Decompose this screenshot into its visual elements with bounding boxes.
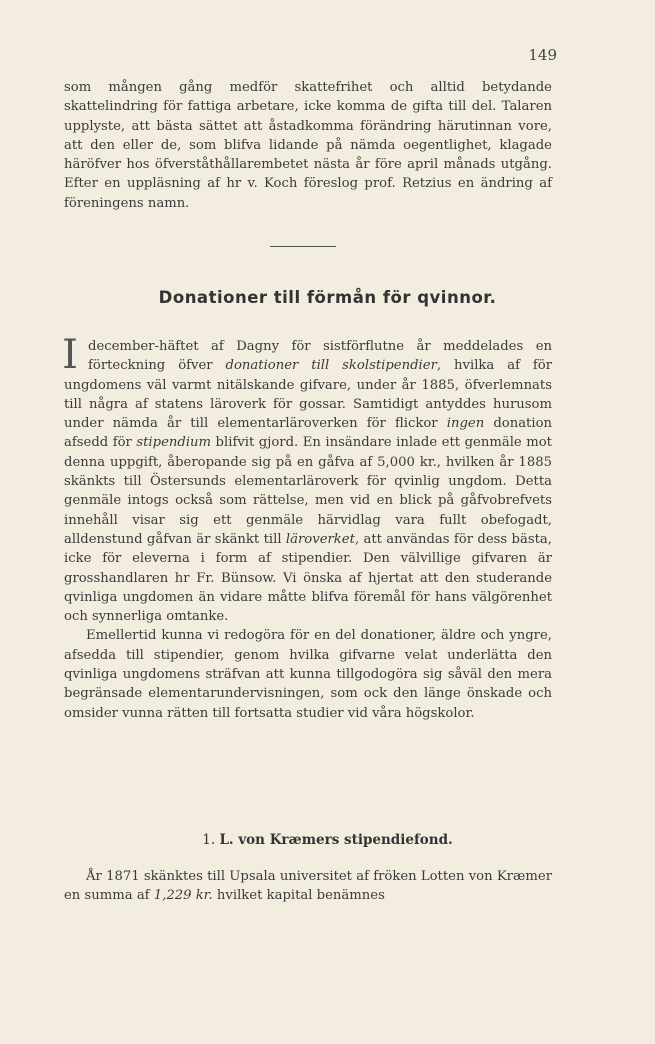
subsection-number: 1.: [202, 832, 216, 848]
text-run: hvilket kapital benämnes: [212, 888, 385, 904]
italic-run: donationer till skolstipendier: [225, 358, 437, 374]
italic-run: läroverket,: [285, 531, 360, 547]
opening-paragraph: [64, 78, 552, 213]
section-heading: Donationer till förmån för qvinnor.: [158, 288, 497, 307]
italic-run: stipendium: [136, 435, 212, 451]
drop-cap: I: [62, 332, 78, 378]
text-run: att användas för dess bästa, icke för eleverna i form af stipendier. Den välvillige gifvaren är grosshandlaren hr Fr. Bünsow. Vi önska af hjertat att den studerande qvinliga ungdomen än vidare måtte blifva föremål för hans välgörenhet och synnerliga omtanke.: [64, 531, 552, 625]
section-paragraph-1: [62, 332, 553, 626]
section-body: [62, 332, 553, 723]
text-run: blifvit gjord. En insändare inlade ett genmäle mot denna uppgift, åberopande sig på en gåfva af 5,000 kr., hvilken år 1885 skänkts till Östersunds elementarläroverk för qvinlig ungdom. Detta genmäle intogs också som rättelse, men vid en blick på gåfvobrefvets innehåll visar sig ett genmäle härvidlag vara fullt obefogadt, alldenstund gåfvan är skänkt till: [64, 435, 552, 547]
opening-paragraph-text: som mången gång medför skattefrihet och alltid betydande skattelindring för fattiga arbetare, icke komma de gifta till del. Talaren upplyste, att bästa sättet att åstadkomma förändring härutinnan vore, att den eller de, som blifva lidande på nämda oegentlighet, klagade häröfver hos öfverståthållarembetet nästa år före april månads utgång. Efter en uppläsning af hr v. Koch föreslog prof. Retzius en ändring af föreningens namn.: [64, 80, 552, 211]
italic-run: 1,229 kr.: [153, 888, 213, 904]
subsection-title: L. von Kræmers stipendiefond.: [219, 832, 453, 848]
subsection-body: [64, 867, 552, 906]
text-run: År 1871 skänktes till Upsala universitet af fröken Lotten von Kræmer en summa af: [64, 869, 552, 904]
page-number: 149: [528, 46, 557, 64]
subsection-paragraph-1: [64, 867, 552, 906]
text-run: donation afsedd för: [64, 416, 552, 451]
section-paragraph-2: Emellertid kunna vi redogöra för en del donationer, äldre och yngre, afsedda till stipendier, genom hvilka gifvarne velat underlätta den qvinliga ungdomens sträfvan att kunna tillgodogöra sig såväl den mera begränsade elementarundervisningen, som ock den länge önskade och omsider vunna rätten till fortsatta studier vid våra högskolor.: [64, 628, 552, 721]
section-divider: [270, 246, 336, 247]
text-run: december-häftet af Dagny för sistförflutne år meddelades en förteckning öfver: [88, 339, 552, 374]
subsection-heading: [0, 832, 655, 848]
text-run: , hvilka af för ungdomens väl varmt nitälskande gifvare, under år 1885, öfverlemnats till några af statens läroverk för gossar. Samtidigt antyddes hurusom under nämda år till elementarläroverken för flickor: [64, 358, 553, 432]
italic-run: ingen: [446, 416, 485, 432]
